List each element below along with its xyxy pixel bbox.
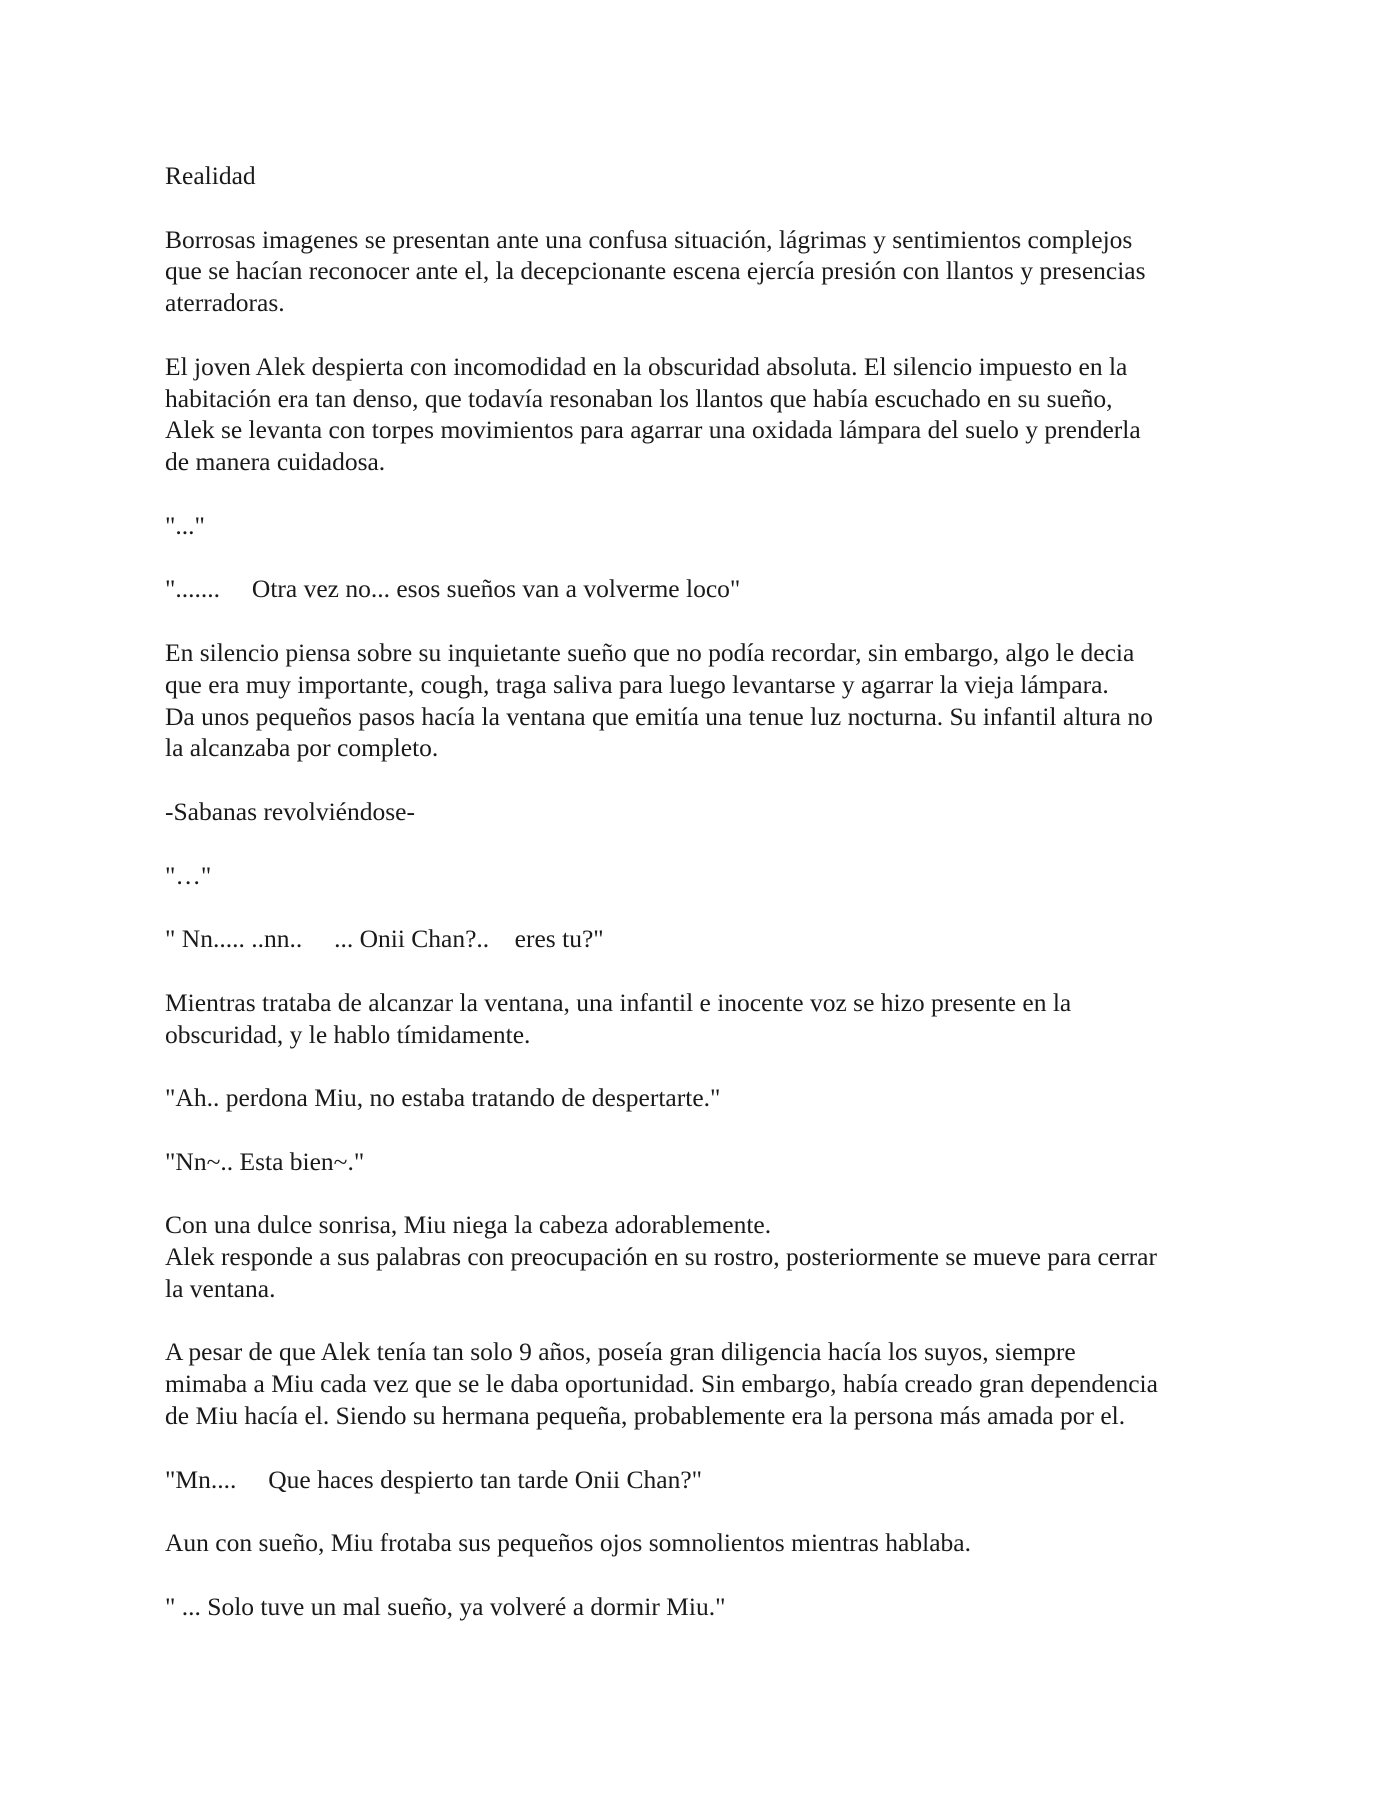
document-title [165,160,1245,192]
text-line: "....... Otra vez no... esos sueños van a volverme loco" [165,574,741,604]
paragraph [165,1591,1245,1623]
text-line: la ventana. [165,1273,276,1303]
paragraph [165,1209,1245,1304]
paragraph [165,573,1245,605]
text-line: "Ah.. perdona Miu, no estaba tratando de despertarte." [165,1083,721,1113]
text-line: "Nn~.. Esta bien~." [165,1146,365,1176]
text-line: Borrosas imagenes se presentan ante una confusa situación, lágrimas y sentimientos complejos [165,224,1133,254]
paragraph [165,1464,1245,1496]
text-line: En silencio piensa sobre su inquietante sueño que no podía recordar, sin embargo, algo le decia [165,637,1135,667]
title-line: Realidad [165,161,256,190]
paragraph [165,1146,1245,1178]
paragraph [165,351,1245,478]
paragraph [165,1336,1245,1431]
text-line: de Miu hacía el. Siendo su hermana pequeña, probablemente era la persona más amada por el. [165,1401,1126,1431]
text-line: Aun con sueño, Miu frotaba sus pequeños ojos somnolientos mientras hablaba. [165,1528,971,1558]
paragraph [165,860,1245,892]
document-body [165,160,1245,1654]
text-line: Alek responde a sus palabras con preocupación en su rostro, posteriormente se mueve para cerrar [165,1242,1157,1272]
text-line: "…" [165,860,212,890]
text-line: A pesar de que Alek tenía tan solo 9 años, poseía gran diligencia hacía los suyos, siempre [165,1337,1076,1367]
paragraph [165,987,1245,1051]
text-line: -Sabanas revolviéndose- [165,796,415,826]
paragraph [165,637,1245,764]
text-line: Da unos pequeños pasos hacía la ventana que emitía una tenue luz nocturna. Su infantil altura no [165,701,1153,731]
text-line: mimaba a Miu cada vez que se le daba oportunidad. Sin embargo, había creado gran dependencia [165,1369,1158,1399]
text-line: Alek se levanta con torpes movimientos para agarrar una oxidada lámpara del suelo y prenderla [165,415,1141,445]
text-line: "..." [165,510,205,540]
paragraph [165,510,1245,542]
text-line: Con una dulce sonrisa, Miu niega la cabeza adorablemente. [165,1210,772,1240]
text-line: El joven Alek despierta con incomodidad en la obscuridad absoluta. El silencio impuesto en la [165,351,1128,381]
paragraph [165,1082,1245,1114]
paragraph [165,224,1245,319]
text-line: aterradoras. [165,288,285,318]
text-line: obscuridad, y le hablo tímidamente. [165,1019,531,1049]
text-line: habitación era tan denso, que todavía resonaban los llantos que había escuchado en su sueño, [165,383,1113,413]
text-line: " ... Solo tuve un mal sueño, ya volveré a dormir Miu." [165,1591,726,1621]
text-line: "Mn.... Que haces despierto tan tarde Onii Chan?" [165,1464,703,1494]
text-line: " Nn..... ..nn.. ... Onii Chan?.. eres tu?" [165,924,604,954]
paragraph [165,923,1245,955]
paragraph [165,1527,1245,1559]
text-line: Mientras trataba de alcanzar la ventana, una infantil e inocente voz se hizo presente en la [165,987,1072,1017]
text-line: que era muy importante, cough, traga saliva para luego levantarse y agarrar la vieja lámpara. [165,669,1109,699]
text-line: que se hacían reconocer ante el, la decepcionante escena ejercía presión con llantos y presencias [165,256,1146,286]
paragraph [165,796,1245,828]
text-line: la alcanzaba por completo. [165,733,439,763]
text-line: de manera cuidadosa. [165,447,386,477]
